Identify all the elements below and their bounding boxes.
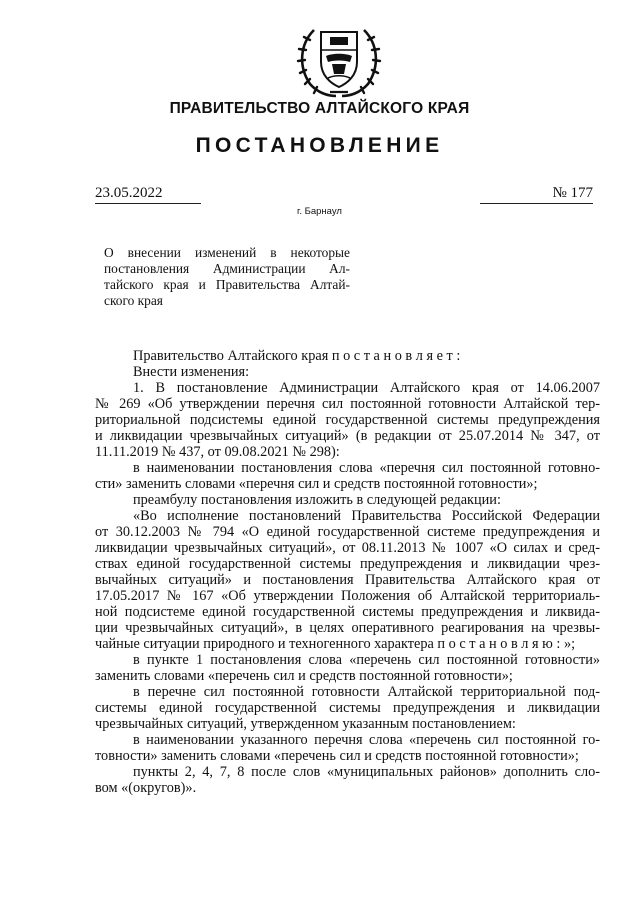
body-line: ликвидации чрезвычайных ситуаций», от 08.11.2013 № 1007 «О силах и сред- bbox=[95, 540, 600, 556]
body-line: чайные ситуации природного и техногенного характера п о с т а н о в л я ю : »; bbox=[95, 636, 576, 652]
body-line: риториальной подсистемы единой государственной системы предупреждения bbox=[95, 412, 600, 428]
body-line: в наименовании постановления слова «перечня сил постоянной готовно- bbox=[133, 460, 600, 476]
body-line: ции чрезвычайных ситуаций», в целях оперативного реагирования на чрезвы- bbox=[95, 620, 600, 636]
body-line: и ликвидации чрезвычайных ситуаций» (в редакции от 25.07.2014 № 347, от bbox=[95, 428, 600, 444]
subject-line: О внесении изменений в некоторые bbox=[104, 246, 350, 260]
body-line: Внести изменения: bbox=[133, 364, 250, 380]
body-line: 11.11.2019 № 437, от 09.08.2021 № 298): bbox=[95, 444, 340, 460]
document-subject bbox=[104, 246, 350, 310]
body-line: Правительство Алтайского края п о с т а н о в л я е т : bbox=[133, 348, 461, 364]
body-line: системы единой государственной системы предупреждения и ликвидации bbox=[95, 700, 600, 716]
body-line: 1. В постановление Администрации Алтайского края от 14.06.2007 bbox=[133, 380, 600, 396]
body-line: вычайных ситуаций» и постановления Правительства Алтайского края от bbox=[95, 572, 600, 588]
body-line: № 269 «Об утверждении перечня сил постоянной готовности Алтайской тер- bbox=[95, 396, 600, 412]
document-type: ПОСТАНОВЛЕНИЕ bbox=[195, 134, 444, 157]
altai-krai-coat-of-arms-icon bbox=[292, 20, 386, 98]
body-line: в пункте 1 постановления слова «перечень сил постоянной готовности» bbox=[133, 652, 600, 668]
body-line: ной подсистеме единой государственной системы предупреждения и ликвида- bbox=[95, 604, 600, 620]
document-number: № 177 bbox=[480, 185, 593, 204]
body-line: преамбулу постановления изложить в следующей редакции: bbox=[133, 492, 501, 508]
body-line: в наименовании указанного перечня слова «перечень сил постоянной го- bbox=[133, 732, 600, 748]
document-date: 23.05.2022 bbox=[95, 185, 201, 204]
government-name: ПРАВИТЕЛЬСТВО АЛТАЙСКОГО КРАЯ bbox=[169, 100, 470, 117]
body-line: от 30.12.2003 № 794 «О единой государственной системе предупреждения и bbox=[95, 524, 600, 540]
body-line: в перечне сил постоянной готовности Алтайской территориальной под- bbox=[133, 684, 600, 700]
document-city: г. Барнаул bbox=[297, 206, 342, 217]
body-line: «Во исполнение постановлений Правительства Российской Федерации bbox=[133, 508, 600, 524]
body-line: 17.05.2017 № 167 «Об утверждении Положения об Алтайской территориаль- bbox=[95, 588, 600, 604]
subject-line: ского края bbox=[104, 294, 163, 308]
body-line: сти» заменить словами «перечня сил и средств постоянной готовности»; bbox=[95, 476, 538, 492]
body-line: чрезвычайных ситуаций, утвержденном указанным постановлением: bbox=[95, 716, 516, 732]
document-body bbox=[95, 348, 600, 796]
body-line: пункты 2, 4, 7, 8 после слов «муниципальных районов» дополнить сло- bbox=[133, 764, 600, 780]
subject-line: постановления Администрации Ал- bbox=[104, 262, 350, 276]
body-line: товности» заменить словами «перечень сил и средств постоянной готовности»; bbox=[95, 748, 579, 764]
subject-line: тайского края и Правительства Алтай- bbox=[104, 278, 350, 292]
body-line: ствах единой государственной системы предупреждения и ликвидации чрез- bbox=[95, 556, 600, 572]
body-line: заменить словами «перечень сил и средств постоянной готовности»; bbox=[95, 668, 513, 684]
body-line: вом «(округов)». bbox=[95, 780, 197, 796]
